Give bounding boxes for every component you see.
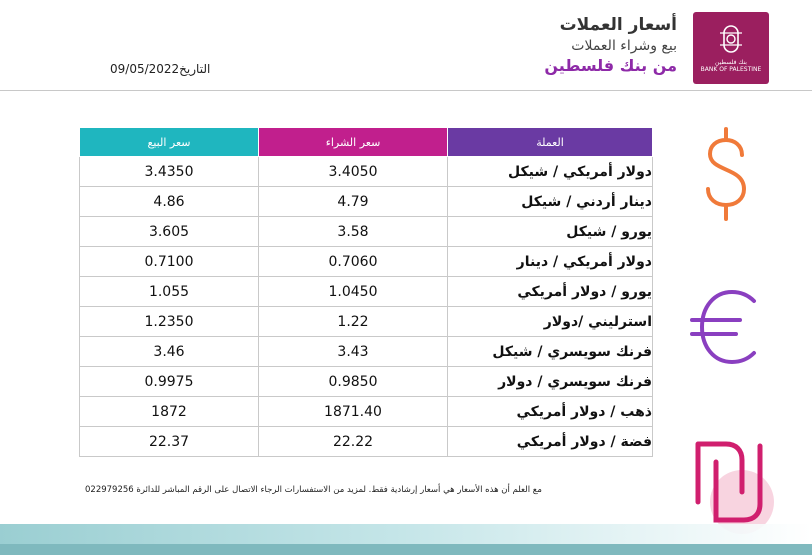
currency-pair: يورو / دولار أمريكي [448, 277, 653, 307]
sell-rate: 3.4350 [80, 157, 259, 187]
currency-pair: فرنك سويسري / شيكل [448, 337, 653, 367]
buy-rate: 3.43 [259, 337, 448, 367]
table-row [80, 397, 653, 427]
buy-rate: 0.9850 [259, 367, 448, 397]
buy-rate: 3.4050 [259, 157, 448, 187]
sell-rate: 3.605 [80, 217, 259, 247]
table-row [80, 337, 653, 367]
buy-rate: 1.0450 [259, 277, 448, 307]
buy-rate: 22.22 [259, 427, 448, 457]
date-line [110, 62, 210, 76]
table-row [80, 427, 653, 457]
table-row [80, 157, 653, 187]
footnote: مع العلم أن هذه الأسعار هي أسعار إرشادية فقط. لمزيد من الاستفسارات الرجاء الاتصال على الرقم المباشر للدائرة 022979256 [85, 485, 542, 495]
table-row [80, 247, 653, 277]
table-row [80, 307, 653, 337]
footer-strip [0, 544, 812, 555]
buy-rate: 1871.40 [259, 397, 448, 427]
date-value: 09/05/2022 [110, 62, 180, 76]
sell-rate: 4.86 [80, 187, 259, 217]
currency-pair: دولار أمريكي / شيكل [448, 157, 653, 187]
bank-logo [693, 12, 769, 84]
sell-rate: 1.2350 [80, 307, 259, 337]
sell-rate: 22.37 [80, 427, 259, 457]
sell-rate: 1872 [80, 397, 259, 427]
buy-rate: 3.58 [259, 217, 448, 247]
dollar-icon [690, 125, 762, 223]
currency-pair: دينار أردني / شيكل [448, 187, 653, 217]
currency-pair: فضة / دولار أمريكي [448, 427, 653, 457]
euro-icon [688, 287, 768, 367]
header-currency: العملة [448, 128, 653, 157]
header-divider [0, 90, 812, 91]
table-row [80, 277, 653, 307]
table-row [80, 217, 653, 247]
currency-pair: ذهب / دولار أمريكي [448, 397, 653, 427]
buy-rate: 4.79 [259, 187, 448, 217]
logo-text-en: BANK OF PALESTINE [700, 66, 762, 73]
table-row [80, 187, 653, 217]
table-header-row [80, 128, 653, 157]
header-sell: سعر البيع [80, 128, 259, 157]
sell-rate: 0.7100 [80, 247, 259, 277]
header-buy: سعر الشراء [259, 128, 448, 157]
page-source: من بنك فلسطين [544, 56, 677, 75]
page-title: أسعار العملات [559, 15, 677, 35]
table-row [80, 367, 653, 397]
page-subtitle: بيع وشراء العملات [571, 38, 677, 54]
currency-pair: فرنك سويسري / دولار [448, 367, 653, 397]
currency-pair: دولار أمريكي / دينار [448, 247, 653, 277]
sell-rate: 0.9975 [80, 367, 259, 397]
logo-text-ar: بنك فلسطين [715, 59, 747, 66]
bank-emblem-icon [716, 23, 746, 57]
currency-pair: استرليني /دولار [448, 307, 653, 337]
rates-table [79, 127, 653, 457]
buy-rate: 0.7060 [259, 247, 448, 277]
sell-rate: 1.055 [80, 277, 259, 307]
currency-pair: يورو / شيكل [448, 217, 653, 247]
sell-rate: 3.46 [80, 337, 259, 367]
date-label: التاريخ [179, 62, 211, 76]
page-title-block [544, 14, 677, 76]
buy-rate: 1.22 [259, 307, 448, 337]
